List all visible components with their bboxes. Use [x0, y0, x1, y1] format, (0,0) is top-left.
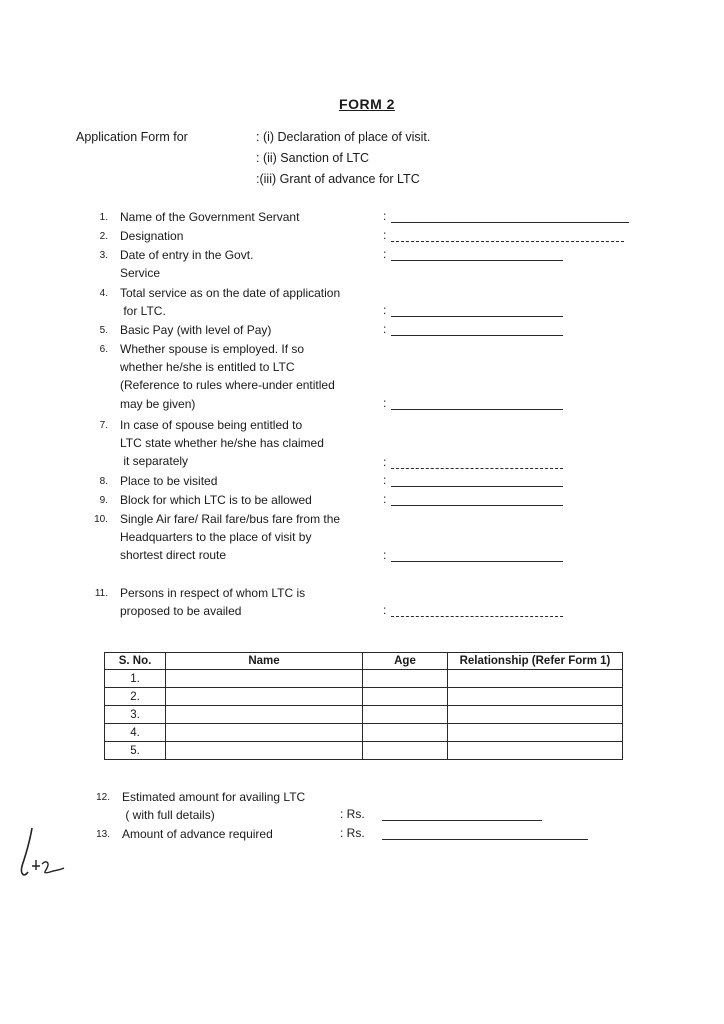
row-number: 2.: [105, 688, 166, 706]
advance-amount-field[interactable]: [382, 839, 588, 840]
spouse-claim-field[interactable]: [391, 468, 563, 469]
spouse-employed-field[interactable]: [391, 409, 563, 410]
item-number: 8.: [99, 476, 108, 487]
item-number: 4.: [99, 288, 108, 299]
item-label-fare: Single Air fare/ Rail fare/bus fare from the Headquarters to the place of visit by shortest direct route: [120, 512, 341, 563]
relationship-cell[interactable]: [448, 706, 623, 724]
item-label-name: Name of the Government Servant: [120, 210, 300, 224]
item-label-spouse-employed: Whether spouse is employed. If so whether he/she is entitled to LTC (Reference to rules where-under entitled may be given): [120, 342, 335, 411]
item-colon: :: [383, 303, 387, 317]
col-header-age: Age: [363, 653, 448, 670]
item-colon: :: [383, 322, 387, 336]
persons-table: [104, 652, 623, 760]
item-label-spouse-claim: In case of spouse being entitled to LTC state whether he/she has claimed it separately: [120, 418, 324, 469]
relationship-cell[interactable]: [448, 724, 623, 742]
table-row: [105, 724, 623, 742]
item-colon: :: [383, 396, 387, 410]
col-header-sno: S. No.: [105, 653, 166, 670]
rs-prefix: : Rs.: [340, 826, 365, 840]
rs-prefix: : Rs.: [340, 807, 365, 821]
item-number: 13.: [96, 829, 110, 840]
item-label-date-of-entry: Date of entry in the Govt. Service: [120, 248, 254, 281]
age-cell[interactable]: [363, 670, 448, 688]
block-field[interactable]: [391, 505, 563, 506]
relationship-cell[interactable]: [448, 688, 623, 706]
age-cell[interactable]: [363, 742, 448, 760]
item-colon: :: [383, 603, 387, 617]
total-service-field[interactable]: [391, 316, 563, 317]
fare-field[interactable]: [391, 561, 563, 562]
purpose-sanction: : (ii) Sanction of LTC: [256, 151, 370, 165]
item-colon: :: [383, 492, 387, 506]
item-number: 9.: [99, 495, 108, 506]
item-number: 1.: [99, 212, 108, 223]
age-cell[interactable]: [363, 688, 448, 706]
item-label-estimated-amount: Estimated amount for availing LTC ( with full details): [122, 790, 306, 823]
row-number: 5.: [105, 742, 166, 760]
persons-field[interactable]: [391, 616, 563, 617]
table-row: [105, 688, 623, 706]
item-number: 10.: [94, 514, 108, 525]
name-cell[interactable]: [166, 742, 363, 760]
purpose-advance: :(iii) Grant of advance for LTC: [256, 172, 420, 186]
row-number: 1.: [105, 670, 166, 688]
item-label-total-service: Total service as on the date of application for LTC.: [120, 286, 341, 319]
item-colon: :: [383, 228, 387, 242]
signature-scribble-icon: [14, 826, 74, 886]
item-label-basic-pay: Basic Pay (with level of Pay): [120, 323, 272, 337]
name-cell[interactable]: [166, 724, 363, 742]
item-label-designation: Designation: [120, 229, 184, 243]
item-number: 12.: [96, 792, 110, 803]
table-row: [105, 706, 623, 724]
item-number: 6.: [99, 344, 108, 355]
application-for-label: Application Form for: [76, 130, 188, 144]
name-cell[interactable]: [166, 688, 363, 706]
relationship-cell[interactable]: [448, 670, 623, 688]
date-of-entry-field[interactable]: [391, 260, 563, 261]
estimated-amount-field[interactable]: [382, 820, 542, 821]
item-colon: :: [383, 247, 387, 261]
age-cell[interactable]: [363, 706, 448, 724]
table-row: [105, 670, 623, 688]
relationship-cell[interactable]: [448, 742, 623, 760]
designation-field[interactable]: [391, 241, 624, 242]
item-colon: :: [383, 209, 387, 223]
item-label-place-to-visit: Place to be visited: [120, 474, 218, 488]
name-cell[interactable]: [166, 670, 363, 688]
basic-pay-field[interactable]: [391, 335, 563, 336]
item-number: 5.: [99, 325, 108, 336]
item-number: 2.: [99, 231, 108, 242]
item-colon: :: [383, 455, 387, 469]
age-cell[interactable]: [363, 724, 448, 742]
row-number: 4.: [105, 724, 166, 742]
item-number: 11.: [94, 588, 108, 599]
item-label-persons: Persons in respect of whom LTC is proposed to be availed: [120, 586, 306, 619]
item-colon: :: [383, 548, 387, 562]
place-to-visit-field[interactable]: [391, 486, 563, 487]
item-number: 3.: [99, 250, 108, 261]
col-header-name: Name: [166, 653, 363, 670]
row-number: 3.: [105, 706, 166, 724]
col-header-relationship: Relationship (Refer Form 1): [448, 653, 623, 670]
table-row: [105, 742, 623, 760]
purpose-declaration: : (i) Declaration of place of visit.: [256, 130, 431, 144]
item-colon: :: [383, 473, 387, 487]
name-cell[interactable]: [166, 706, 363, 724]
item-label-advance-amount: Amount of advance required: [122, 827, 273, 841]
item-number: 7.: [99, 420, 108, 431]
item-label-block: Block for which LTC is to be allowed: [120, 493, 312, 507]
name-field[interactable]: [391, 222, 629, 223]
form-title: FORM 2: [339, 96, 395, 112]
